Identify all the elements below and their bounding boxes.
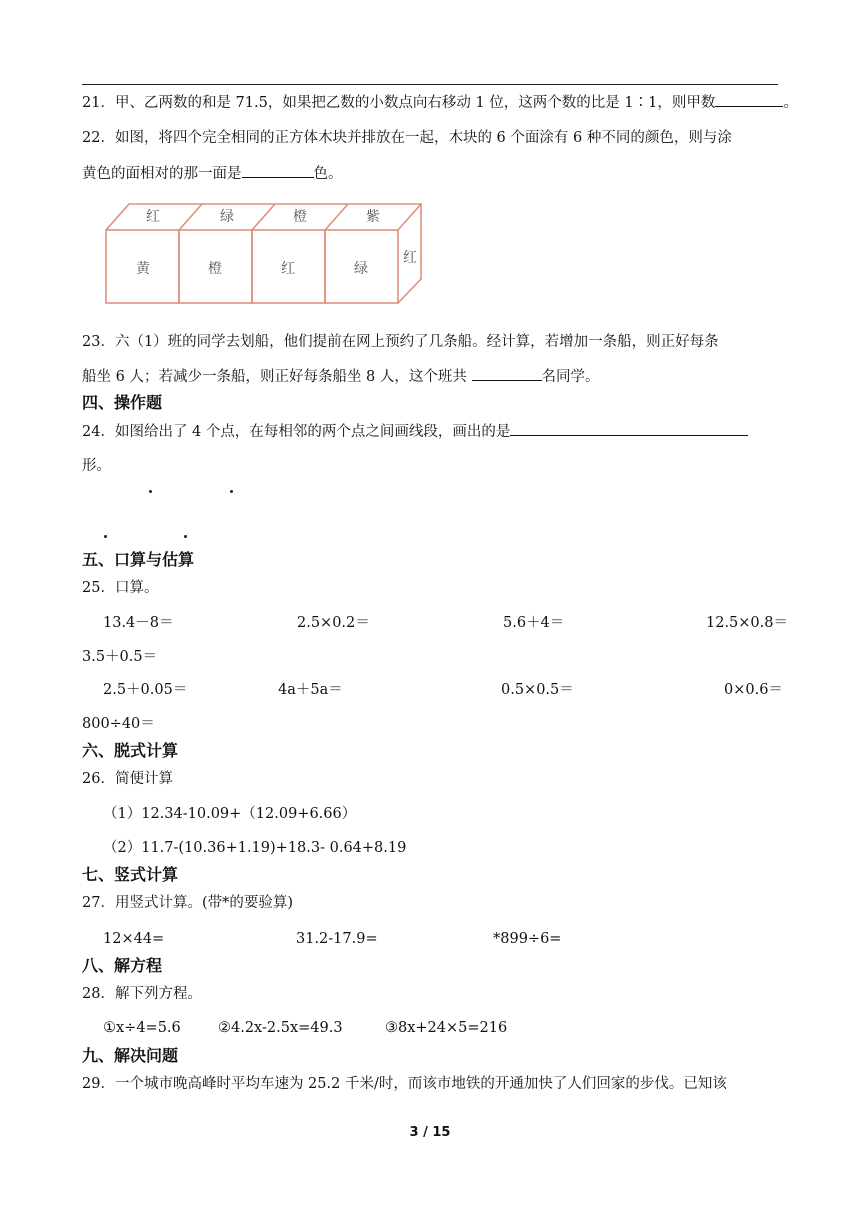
question-29-line1: 29．一个城市晚高峰时平均车速为 25.2 千米/时，而该市地铁的开通加快了人们回家的步伐。已知该 bbox=[82, 1076, 727, 1092]
question-21-text: 21．甲、乙两数的和是 71.5，如果把乙数的小数点向右移动 1 位，这两个数的比是 1∶1，则甲数 bbox=[82, 95, 716, 111]
cube-front-label: 橙 bbox=[208, 261, 222, 277]
answer-blank[interactable] bbox=[242, 163, 314, 178]
point bbox=[104, 535, 107, 538]
question-21: 21．甲、乙两数的和是 71.5，如果把乙数的小数点向右移动 1 位，这两个数的比是 1∶1，则甲数 。 bbox=[82, 92, 798, 113]
question-23-line1: 23．六（1）班的同学去划船，他们提前在网上预约了几条船。经计算，若增加一条船，则正好每条 bbox=[82, 334, 719, 350]
oral-calc-item: 2.5＋0.05＝ bbox=[103, 682, 188, 698]
oral-calc-item: 0×0.6＝ bbox=[724, 682, 783, 698]
equation-item: ③8x+24×5=216 bbox=[385, 1020, 508, 1036]
point bbox=[149, 490, 152, 493]
cube-front-label: 绿 bbox=[354, 261, 368, 277]
question-26-part1: （1）12.34-10.09+（12.09+6.66） bbox=[103, 806, 357, 822]
question-26-part2: （2）11.7-(10.36+1.19)+18.3- 0.64+8.19 bbox=[103, 840, 407, 856]
oral-calc-item: 0.5×0.5＝ bbox=[501, 682, 574, 698]
question-25-title: 25．口算。 bbox=[82, 580, 159, 596]
oral-calc-item: 3.5＋0.5＝ bbox=[82, 649, 158, 665]
equation-item: ②4.2x-2.5x=49.3 bbox=[218, 1020, 343, 1036]
oral-calc-item: 4a＋5a＝ bbox=[278, 682, 343, 698]
page-number: 3 / 15 bbox=[409, 1125, 451, 1140]
question-24-line1: 24．如图给出了 4 个点，在每相邻的两个点之间画线段，画出的是 bbox=[82, 421, 748, 442]
cube-top-label: 橙 bbox=[293, 209, 307, 225]
question-22-line2: 黄色的面相对的那一面是 色。 bbox=[82, 163, 343, 184]
vertical-calc-item: 31.2-17.9= bbox=[296, 931, 378, 947]
question-23-line2: 船坐 6 人；若减少一条船，则正好每条船坐 8 人，这个班共 名同学。 bbox=[82, 366, 600, 387]
point bbox=[184, 535, 187, 538]
section-heading: 七、竖式计算 bbox=[82, 865, 179, 884]
answer-blank[interactable] bbox=[510, 421, 748, 436]
oral-calc-item: 12.5×0.8＝ bbox=[706, 615, 788, 631]
oral-calc-item: 2.5×0.2＝ bbox=[297, 615, 370, 631]
vertical-calc-item: 12×44= bbox=[103, 931, 165, 947]
cubes-figure bbox=[103, 199, 433, 309]
point bbox=[230, 490, 233, 493]
header-rule bbox=[82, 84, 778, 85]
section-heading: 四、操作题 bbox=[82, 393, 163, 412]
cube-front-label: 黄 bbox=[136, 261, 150, 277]
cube-front-label: 红 bbox=[281, 261, 295, 277]
question-27-title: 27．用竖式计算。(带*的要验算) bbox=[82, 895, 294, 911]
cube-top-label: 绿 bbox=[220, 209, 234, 225]
oral-calc-item: 800÷40＝ bbox=[82, 716, 155, 732]
cube-top-label: 红 bbox=[146, 209, 160, 225]
cube-side-label: 红 bbox=[403, 250, 417, 266]
cube-top-label: 紫 bbox=[366, 209, 380, 225]
section-heading: 九、解决问题 bbox=[82, 1046, 179, 1065]
section-heading: 六、脱式计算 bbox=[82, 741, 179, 760]
section-heading: 八、解方程 bbox=[82, 956, 163, 975]
oral-calc-item: 5.6＋4＝ bbox=[503, 615, 565, 631]
vertical-calc-item: *899÷6= bbox=[493, 931, 562, 947]
answer-blank[interactable] bbox=[472, 366, 542, 381]
section-heading: 五、口算与估算 bbox=[82, 550, 195, 569]
question-22-line1: 22．如图，将四个完全相同的正方体木块并排放在一起，木块的 6 个面涂有 6 种不同的颜色，则与涂 bbox=[82, 130, 732, 146]
equation-item: ①x÷4=5.6 bbox=[103, 1020, 181, 1036]
question-26-title: 26．简便计算 bbox=[82, 771, 173, 787]
question-24-line2: 形。 bbox=[82, 458, 111, 474]
answer-blank[interactable] bbox=[715, 92, 783, 107]
question-28-title: 28．解下列方程。 bbox=[82, 986, 202, 1002]
oral-calc-item: 13.4－8＝ bbox=[103, 615, 174, 631]
